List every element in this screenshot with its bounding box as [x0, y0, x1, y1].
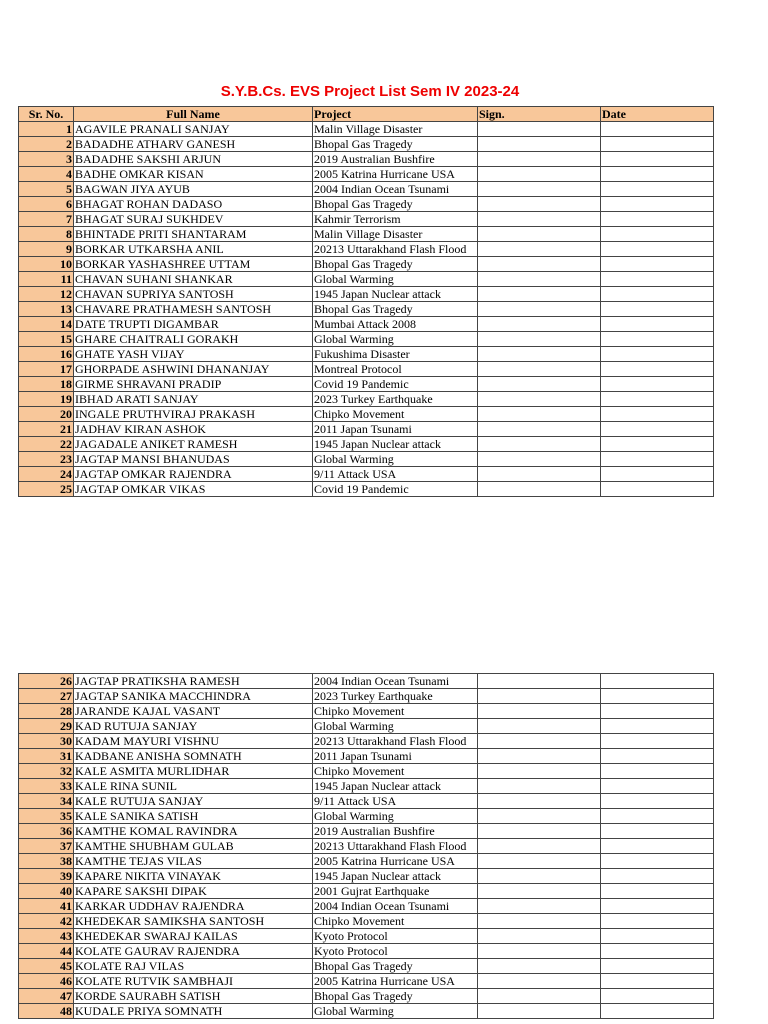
sr-no-cell: 17: [19, 362, 74, 377]
full-name-cell: BADADHE SAKSHI ARJUN: [74, 152, 313, 167]
sr-no-cell: 26: [19, 674, 74, 689]
document-title: S.Y.B.Cs. EVS Project List Sem IV 2023-24: [220, 83, 520, 100]
date-cell: [601, 407, 714, 422]
sign-cell: [478, 287, 601, 302]
sign-cell: [478, 959, 601, 974]
full-name-cell: KADAM MAYURI VISHNU: [74, 734, 313, 749]
full-name-cell: KADBANE ANISHA SOMNATH: [74, 749, 313, 764]
project-cell: 9/11 Attack USA: [313, 794, 478, 809]
table-row: [19, 899, 714, 914]
table-body-part-1: [19, 122, 714, 497]
sr-no-cell: 30: [19, 734, 74, 749]
table-row: [19, 914, 714, 929]
sign-cell: [478, 362, 601, 377]
full-name-cell: JAGTAP PRATIKSHA RAMESH: [74, 674, 313, 689]
table-row: [19, 929, 714, 944]
full-name-cell: CHAVAN SUHANI SHANKAR: [74, 272, 313, 287]
full-name-cell: GHATE YASH VIJAY: [74, 347, 313, 362]
full-name-cell: KHEDEKAR SAMIKSHA SANTOSH: [74, 914, 313, 929]
sign-cell: [478, 332, 601, 347]
project-cell: Bhopal Gas Tragedy: [313, 989, 478, 1004]
sign-cell: [478, 794, 601, 809]
sign-cell: [478, 452, 601, 467]
sr-no-cell: 35: [19, 809, 74, 824]
table-row: [19, 437, 714, 452]
project-cell: Global Warming: [313, 332, 478, 347]
project-cell: 2019 Australian Bushfire: [313, 152, 478, 167]
project-cell: 2011 Japan Tsunami: [313, 749, 478, 764]
date-cell: [601, 749, 714, 764]
date-cell: [601, 974, 714, 989]
sign-cell: [478, 392, 601, 407]
table-row: [19, 482, 714, 497]
project-cell: 1945 Japan Nuclear attack: [313, 869, 478, 884]
project-cell: Montreal Protocol: [313, 362, 478, 377]
project-cell: Chipko Movement: [313, 704, 478, 719]
project-cell: Bhopal Gas Tragedy: [313, 302, 478, 317]
table-row: [19, 422, 714, 437]
date-cell: [601, 287, 714, 302]
full-name-cell: KAMTHE TEJAS VILAS: [74, 854, 313, 869]
table-row: [19, 317, 714, 332]
table-row: [19, 197, 714, 212]
project-cell: Global Warming: [313, 1004, 478, 1019]
sr-no-cell: 4: [19, 167, 74, 182]
sign-cell: [478, 704, 601, 719]
sign-cell: [478, 689, 601, 704]
full-name-cell: KAPARE NIKITA VINAYAK: [74, 869, 313, 884]
date-cell: [601, 884, 714, 899]
date-cell: [601, 212, 714, 227]
date-cell: [601, 257, 714, 272]
sign-cell: [478, 227, 601, 242]
sr-no-cell: 42: [19, 914, 74, 929]
sr-no-cell: 36: [19, 824, 74, 839]
table-row: [19, 689, 714, 704]
table-row: [19, 989, 714, 1004]
sr-no-cell: 19: [19, 392, 74, 407]
table-row: [19, 974, 714, 989]
date-cell: [601, 809, 714, 824]
date-cell: [601, 899, 714, 914]
project-cell: Covid 19 Pandemic: [313, 377, 478, 392]
project-cell: Malin Village Disaster: [313, 227, 478, 242]
table-row: [19, 467, 714, 482]
sr-no-cell: 20: [19, 407, 74, 422]
sr-no-cell: 28: [19, 704, 74, 719]
date-cell: [601, 674, 714, 689]
full-name-cell: BHAGAT ROHAN DADASO: [74, 197, 313, 212]
sr-no-cell: 14: [19, 317, 74, 332]
project-cell: 2005 Katrina Hurricane USA: [313, 854, 478, 869]
sr-no-cell: 39: [19, 869, 74, 884]
date-cell: [601, 332, 714, 347]
sign-cell: [478, 407, 601, 422]
table-row: [19, 377, 714, 392]
table-row: [19, 719, 714, 734]
project-cell: Bhopal Gas Tragedy: [313, 959, 478, 974]
sign-cell: [478, 929, 601, 944]
table-row: [19, 779, 714, 794]
sr-no-cell: 43: [19, 929, 74, 944]
full-name-cell: KARKAR UDDHAV RAJENDRA: [74, 899, 313, 914]
date-cell: [601, 392, 714, 407]
full-name-cell: BADHE OMKAR KISAN: [74, 167, 313, 182]
sign-cell: [478, 197, 601, 212]
project-cell: 2004 Indian Ocean Tsunami: [313, 899, 478, 914]
date-cell: [601, 167, 714, 182]
full-name-cell: KALE ASMITA MURLIDHAR: [74, 764, 313, 779]
sr-no-cell: 18: [19, 377, 74, 392]
sign-cell: [478, 422, 601, 437]
table-row: [19, 764, 714, 779]
sign-cell: [478, 974, 601, 989]
project-cell: Bhopal Gas Tragedy: [313, 137, 478, 152]
sr-no-cell: 12: [19, 287, 74, 302]
full-name-cell: KAMTHE KOMAL RAVINDRA: [74, 824, 313, 839]
sign-cell: [478, 137, 601, 152]
sign-cell: [478, 989, 601, 1004]
date-cell: [601, 959, 714, 974]
sign-cell: [478, 167, 601, 182]
date-cell: [601, 137, 714, 152]
date-cell: [601, 182, 714, 197]
project-cell: Global Warming: [313, 272, 478, 287]
table-row: [19, 704, 714, 719]
full-name-cell: BADADHE ATHARV GANESH: [74, 137, 313, 152]
project-cell: 9/11 Attack USA: [313, 467, 478, 482]
full-name-cell: INGALE PRUTHVIRAJ PRAKASH: [74, 407, 313, 422]
table-row: [19, 242, 714, 257]
sr-no-cell: 9: [19, 242, 74, 257]
full-name-cell: AGAVILE PRANALI SANJAY: [74, 122, 313, 137]
date-cell: [601, 854, 714, 869]
table-row: [19, 182, 714, 197]
table-row: [19, 809, 714, 824]
sr-no-cell: 27: [19, 689, 74, 704]
sign-cell: [478, 302, 601, 317]
project-cell: Mumbai Attack 2008: [313, 317, 478, 332]
table-row: [19, 674, 714, 689]
sr-no-cell: 16: [19, 347, 74, 362]
full-name-cell: BHINTADE PRITI SHANTARAM: [74, 227, 313, 242]
project-cell: Kyoto Protocol: [313, 944, 478, 959]
full-name-cell: KALE RUTUJA SANJAY: [74, 794, 313, 809]
sr-no-cell: 31: [19, 749, 74, 764]
full-name-cell: KALE RINA SUNIL: [74, 779, 313, 794]
project-cell: Fukushima Disaster: [313, 347, 478, 362]
full-name-cell: KALE SANIKA SATISH: [74, 809, 313, 824]
date-cell: [601, 704, 714, 719]
sign-cell: [478, 734, 601, 749]
sign-cell: [478, 764, 601, 779]
table-row: [19, 1004, 714, 1019]
table-row: [19, 839, 714, 854]
date-cell: [601, 347, 714, 362]
full-name-cell: CHAVAN SUPRIYA SANTOSH: [74, 287, 313, 302]
table-row: [19, 734, 714, 749]
table-row: [19, 854, 714, 869]
header-sr-no: Sr. No.: [19, 107, 74, 122]
sign-cell: [478, 884, 601, 899]
date-cell: [601, 362, 714, 377]
date-cell: [601, 794, 714, 809]
sign-cell: [478, 674, 601, 689]
project-cell: Chipko Movement: [313, 764, 478, 779]
table-row: [19, 884, 714, 899]
project-cell: Bhopal Gas Tragedy: [313, 197, 478, 212]
full-name-cell: BHAGAT SURAJ SUKHDEV: [74, 212, 313, 227]
project-table-part-2: [18, 673, 714, 1019]
project-cell: Bhopal Gas Tragedy: [313, 257, 478, 272]
full-name-cell: KOLATE RAJ VILAS: [74, 959, 313, 974]
project-cell: 20213 Uttarakhand Flash Flood: [313, 839, 478, 854]
date-cell: [601, 437, 714, 452]
table-row: [19, 152, 714, 167]
sr-no-cell: 5: [19, 182, 74, 197]
project-cell: 2005 Katrina Hurricane USA: [313, 974, 478, 989]
sign-cell: [478, 824, 601, 839]
sr-no-cell: 40: [19, 884, 74, 899]
sr-no-cell: 2: [19, 137, 74, 152]
project-cell: 2004 Indian Ocean Tsunami: [313, 674, 478, 689]
date-cell: [601, 719, 714, 734]
sr-no-cell: 23: [19, 452, 74, 467]
sr-no-cell: 41: [19, 899, 74, 914]
table-row: [19, 959, 714, 974]
full-name-cell: GHORPADE ASHWINI DHANANJAY: [74, 362, 313, 377]
table-row: [19, 452, 714, 467]
date-cell: [601, 869, 714, 884]
project-cell: 1945 Japan Nuclear attack: [313, 437, 478, 452]
table-row: [19, 167, 714, 182]
sign-cell: [478, 467, 601, 482]
sr-no-cell: 21: [19, 422, 74, 437]
project-cell: Global Warming: [313, 719, 478, 734]
header-project: Project: [313, 107, 478, 122]
project-cell: 2023 Turkey Earthquake: [313, 689, 478, 704]
date-cell: [601, 764, 714, 779]
full-name-cell: KOLATE GAURAV RAJENDRA: [74, 944, 313, 959]
sr-no-cell: 8: [19, 227, 74, 242]
date-cell: [601, 242, 714, 257]
header-sign: Sign.: [478, 107, 601, 122]
project-cell: Malin Village Disaster: [313, 122, 478, 137]
full-name-cell: BORKAR YASHASHREE UTTAM: [74, 257, 313, 272]
full-name-cell: IBHAD ARATI SANJAY: [74, 392, 313, 407]
sign-cell: [478, 377, 601, 392]
sr-no-cell: 34: [19, 794, 74, 809]
project-cell: 20213 Uttarakhand Flash Flood: [313, 242, 478, 257]
date-cell: [601, 989, 714, 1004]
project-cell: 1945 Japan Nuclear attack: [313, 287, 478, 302]
date-cell: [601, 197, 714, 212]
date-cell: [601, 779, 714, 794]
sr-no-cell: 1: [19, 122, 74, 137]
sign-cell: [478, 914, 601, 929]
sr-no-cell: 3: [19, 152, 74, 167]
sign-cell: [478, 719, 601, 734]
full-name-cell: DATE TRUPTI DIGAMBAR: [74, 317, 313, 332]
table-row: [19, 944, 714, 959]
full-name-cell: KAD RUTUJA SANJAY: [74, 719, 313, 734]
date-cell: [601, 377, 714, 392]
full-name-cell: JAGTAP OMKAR RAJENDRA: [74, 467, 313, 482]
date-cell: [601, 944, 714, 959]
table-body-part-2: [19, 674, 714, 1019]
table-row: [19, 392, 714, 407]
project-cell: Covid 19 Pandemic: [313, 482, 478, 497]
full-name-cell: JAGTAP SANIKA MACCHINDRA: [74, 689, 313, 704]
date-cell: [601, 1004, 714, 1019]
sr-no-cell: 11: [19, 272, 74, 287]
sr-no-cell: 13: [19, 302, 74, 317]
full-name-cell: KOLATE RUTVIK SAMBHAJI: [74, 974, 313, 989]
table-row: [19, 137, 714, 152]
sr-no-cell: 15: [19, 332, 74, 347]
table-row: [19, 749, 714, 764]
project-cell: 2023 Turkey Earthquake: [313, 392, 478, 407]
date-cell: [601, 734, 714, 749]
sr-no-cell: 47: [19, 989, 74, 1004]
sign-cell: [478, 749, 601, 764]
sign-cell: [478, 212, 601, 227]
full-name-cell: JAGTAP OMKAR VIKAS: [74, 482, 313, 497]
sign-cell: [478, 317, 601, 332]
project-cell: Chipko Movement: [313, 914, 478, 929]
full-name-cell: BAGWAN JIYA AYUB: [74, 182, 313, 197]
table-row: [19, 122, 714, 137]
project-cell: 2011 Japan Tsunami: [313, 422, 478, 437]
sr-no-cell: 33: [19, 779, 74, 794]
project-cell: Kyoto Protocol: [313, 929, 478, 944]
sign-cell: [478, 122, 601, 137]
sr-no-cell: 45: [19, 959, 74, 974]
full-name-cell: CHAVARE PRATHAMESH SANTOSH: [74, 302, 313, 317]
table-row: [19, 302, 714, 317]
sign-cell: [478, 242, 601, 257]
full-name-cell: GIRME SHRAVANI PRADIP: [74, 377, 313, 392]
sr-no-cell: 29: [19, 719, 74, 734]
project-cell: 2019 Australian Bushfire: [313, 824, 478, 839]
table-row: [19, 272, 714, 287]
full-name-cell: KUDALE PRIYA SOMNATH: [74, 1004, 313, 1019]
sign-cell: [478, 182, 601, 197]
table-row: [19, 257, 714, 272]
date-cell: [601, 914, 714, 929]
sign-cell: [478, 869, 601, 884]
full-name-cell: KAMTHE SHUBHAM GULAB: [74, 839, 313, 854]
date-cell: [601, 227, 714, 242]
sr-no-cell: 37: [19, 839, 74, 854]
project-cell: Chipko Movement: [313, 407, 478, 422]
sr-no-cell: 22: [19, 437, 74, 452]
table-row: [19, 362, 714, 377]
sr-no-cell: 24: [19, 467, 74, 482]
sr-no-cell: 25: [19, 482, 74, 497]
sign-cell: [478, 779, 601, 794]
project-cell: 2005 Katrina Hurricane USA: [313, 167, 478, 182]
sign-cell: [478, 152, 601, 167]
full-name-cell: JADHAV KIRAN ASHOK: [74, 422, 313, 437]
date-cell: [601, 824, 714, 839]
sr-no-cell: 6: [19, 197, 74, 212]
table-row: [19, 794, 714, 809]
sr-no-cell: 32: [19, 764, 74, 779]
sign-cell: [478, 272, 601, 287]
sr-no-cell: 10: [19, 257, 74, 272]
date-cell: [601, 302, 714, 317]
project-cell: Kahmir Terrorism: [313, 212, 478, 227]
full-name-cell: BORKAR UTKARSHA ANIL: [74, 242, 313, 257]
table-row: [19, 287, 714, 302]
project-cell: 20213 Uttarakhand Flash Flood: [313, 734, 478, 749]
date-cell: [601, 122, 714, 137]
table-row: [19, 347, 714, 362]
header-full-name: Full Name: [74, 107, 313, 122]
project-table-part-1: [18, 106, 714, 497]
full-name-cell: KAPARE SAKSHI DIPAK: [74, 884, 313, 899]
sr-no-cell: 38: [19, 854, 74, 869]
sr-no-cell: 46: [19, 974, 74, 989]
table-row: [19, 407, 714, 422]
table-row: [19, 332, 714, 347]
project-cell: Global Warming: [313, 809, 478, 824]
date-cell: [601, 317, 714, 332]
table-row: [19, 824, 714, 839]
full-name-cell: KHEDEKAR SWARAJ KAILAS: [74, 929, 313, 944]
sr-no-cell: 48: [19, 1004, 74, 1019]
date-cell: [601, 152, 714, 167]
table-row: [19, 227, 714, 242]
full-name-cell: KORDE SAURABH SATISH: [74, 989, 313, 1004]
table-row: [19, 869, 714, 884]
date-cell: [601, 272, 714, 287]
sr-no-cell: 44: [19, 944, 74, 959]
sign-cell: [478, 257, 601, 272]
sign-cell: [478, 437, 601, 452]
sign-cell: [478, 899, 601, 914]
date-cell: [601, 467, 714, 482]
full-name-cell: GHARE CHAITRALI GORAKH: [74, 332, 313, 347]
project-cell: 2004 Indian Ocean Tsunami: [313, 182, 478, 197]
sign-cell: [478, 809, 601, 824]
header-date: Date: [601, 107, 714, 122]
date-cell: [601, 452, 714, 467]
sign-cell: [478, 944, 601, 959]
date-cell: [601, 482, 714, 497]
sign-cell: [478, 347, 601, 362]
header-row: [19, 107, 714, 122]
sign-cell: [478, 482, 601, 497]
full-name-cell: JAGTAP MANSI BHANUDAS: [74, 452, 313, 467]
table-row: [19, 212, 714, 227]
full-name-cell: JARANDE KAJAL VASANT: [74, 704, 313, 719]
date-cell: [601, 422, 714, 437]
date-cell: [601, 689, 714, 704]
project-cell: 2001 Gujrat Earthquake: [313, 884, 478, 899]
full-name-cell: JAGADALE ANIKET RAMESH: [74, 437, 313, 452]
date-cell: [601, 839, 714, 854]
sr-no-cell: 7: [19, 212, 74, 227]
sign-cell: [478, 839, 601, 854]
sign-cell: [478, 854, 601, 869]
sign-cell: [478, 1004, 601, 1019]
project-cell: 1945 Japan Nuclear attack: [313, 779, 478, 794]
project-cell: Global Warming: [313, 452, 478, 467]
date-cell: [601, 929, 714, 944]
